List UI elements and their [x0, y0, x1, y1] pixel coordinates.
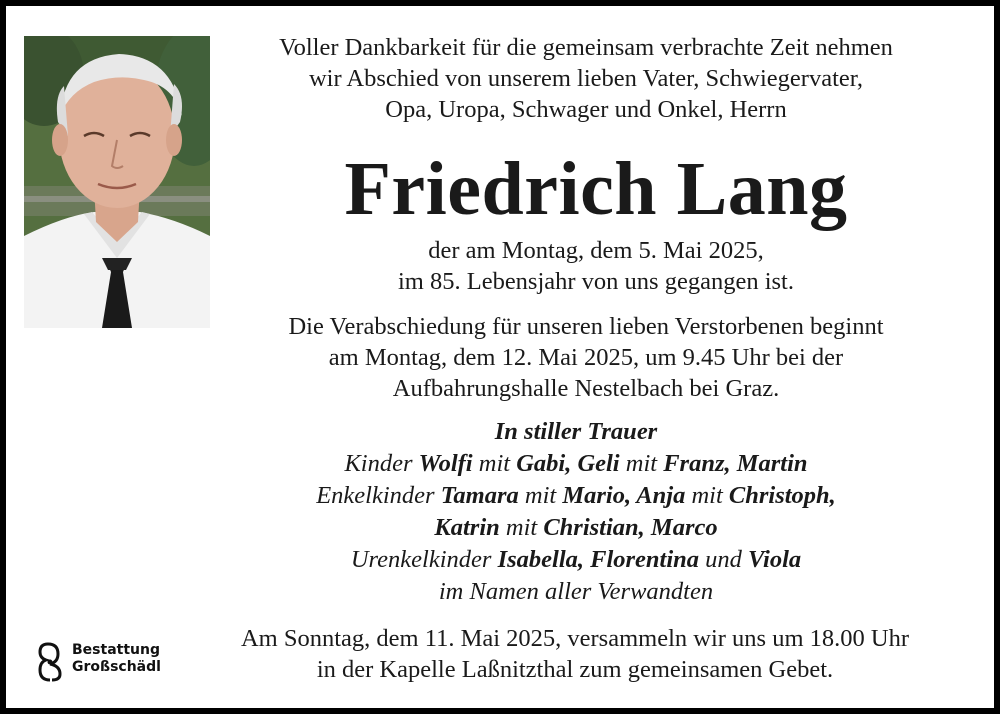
intro-line: Opa, Uropa, Schwager und Onkel, Herrn	[385, 96, 787, 123]
mourners-list	[186, 416, 966, 608]
logo-mark-icon	[36, 638, 70, 684]
logo-line: Bestattung	[72, 642, 160, 658]
death-line: im 85. Lebensjahr von uns gegangen ist.	[397, 268, 794, 295]
prayer-line: Am Sonntag, dem 11. Mai 2025, versammeln wir uns um 18.00 Uhr	[240, 625, 909, 652]
prayer-line: in der Kapelle Laßnitzthal zum gemeinsamen Gebet.	[316, 656, 834, 683]
farewell-line: am Montag, dem 12. Mai 2025, um 9.45 Uhr bei der	[328, 344, 844, 371]
portrait-photo	[24, 36, 210, 328]
intro-line: Voller Dankbarkeit für die gemeinsam verbrachte Zeit nehmen	[279, 34, 893, 61]
farewell-announcement	[206, 311, 966, 404]
mourning-heading: In stiller Trauer	[494, 418, 658, 445]
closing-line: im Namen aller Verwandten	[438, 578, 714, 605]
children-line: Kinder Wolfi mit Gabi, Geli mit Franz, Martin	[344, 450, 808, 477]
greatgrandchildren-line: Urenkelkinder Isabella, Florentina und Viola	[350, 546, 802, 573]
farewell-line: Aufbahrungshalle Nestelbach bei Graz.	[392, 375, 780, 402]
death-line: der am Montag, dem 5. Mai 2025,	[428, 237, 764, 264]
grandchildren-line: Enkelkinder Tamara mit Mario, Anja mit Christoph,	[316, 482, 836, 509]
intro-line: wir Abschied von unserem lieben Vater, Schwiegervater,	[308, 65, 864, 92]
death-date-text	[226, 235, 966, 297]
obituary-card	[6, 6, 994, 708]
funeral-home-logo	[36, 638, 186, 688]
deceased-name: Friedrich Lang	[344, 147, 848, 231]
logo-text	[72, 642, 161, 676]
grandchildren-line-2: Katrin mit Christian, Marco	[434, 514, 718, 541]
logo-line: Großschädl	[72, 659, 161, 675]
intro-text	[206, 32, 966, 125]
farewell-line: Die Verabschiedung für unseren lieben Verstorbenen beginnt	[288, 313, 884, 340]
prayer-announcement	[184, 623, 966, 685]
